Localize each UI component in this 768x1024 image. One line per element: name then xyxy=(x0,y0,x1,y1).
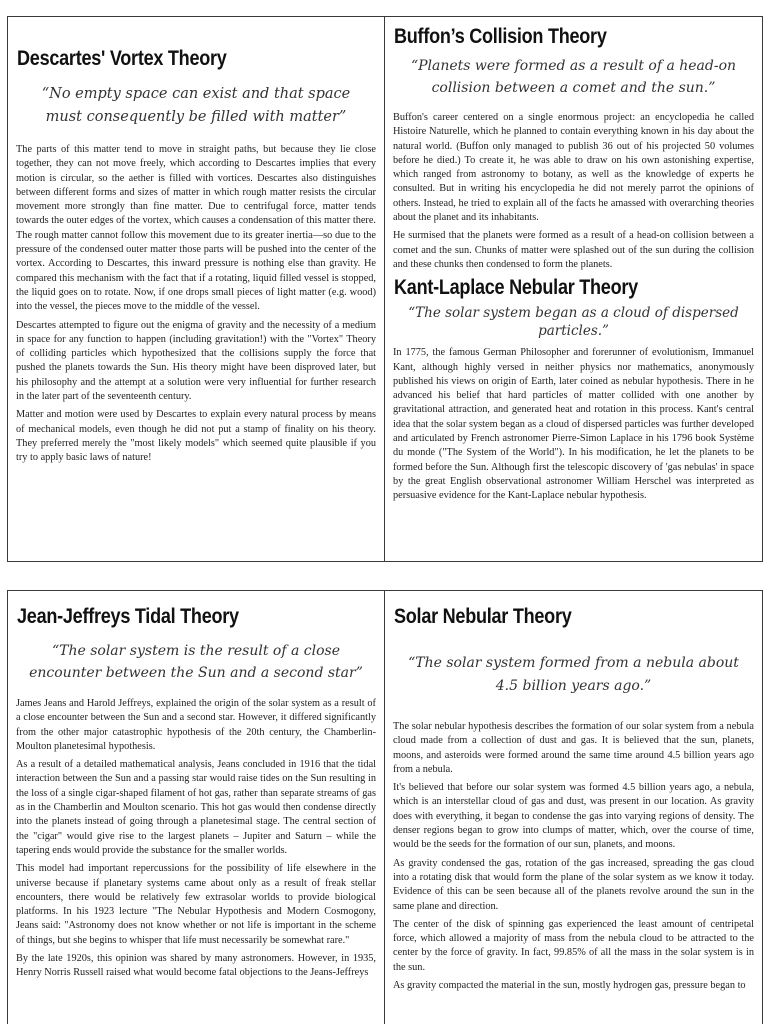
jean-title: Jean-Jeffreys Tidal Theory xyxy=(17,605,239,628)
solar-quote: “The solar system formed from a nebula about 4.5 billion years ago.” xyxy=(408,655,739,694)
solar-paragraph-5: As gravity compacted the material in the sun, mostly hydrogen gas, pressure began to xyxy=(393,980,746,992)
buffon-kant-card xyxy=(384,16,763,562)
kant-title: Kant-Laplace Nebular Theory xyxy=(394,276,638,300)
jean-paragraph-4: By the late 1920s, this opinion was shared by many astronomers. However, in 1935, Henry Norris Russell raised what would become fatal objections to the Jeans-Jeffreys xyxy=(16,953,376,979)
solar-title: Solar Nebular Theory xyxy=(394,605,572,628)
buffon-paragraph-2: He surmised that the planets were formed as a result of a head-on collision between a comet and the sun. Chunks of matter were splashed out of the sun during the collision and these chunks then condensed to form the planets. xyxy=(393,230,754,270)
buffon-quote: “Planets were formed as a result of a head-on collision between a comet and the sun.” xyxy=(410,58,737,96)
descartes-paragraph-1: The parts of this matter tend to move in straight paths, but because they lie close together, they can not move freely, which according to Descartes implies that every motion is circular, so the aether is filled with vortices. Descartes also distinguishes between different forms and sizes of matter in which rough matter resists the circular movement more strongly than fine matter. Due to centrifugal force, matter tends towards the outer edges of the vortex, which causes a condensation of this matter there. The rough matter cannot follow this movement due to its greater inertia—so due to the pressure of the condensed outer matter those parts will be pushed into the center of the vortex. According to Descartes, this inward pressure is nothing else than gravity. He compared this mechanism with the fact that if a rotating, liquid filled vessel is stopped, the liquid goes on to rotate. Now, if one drops small pieces of light matter (e.g. wood) into the vessel, the pieces move to the middle of the vessel. xyxy=(16,144,376,313)
solar-paragraph-3: As gravity condensed the gas, rotation of the gas increased, spreading the gas cloud into a rotating disk that would form the plane of the solar system as we know it today. Evidence of this can be seen because all of the planets revolve around the sun in the same plane and direction. xyxy=(393,857,754,912)
descartes-card xyxy=(7,16,385,562)
buffon-paragraph-1: Buffon's career centered on a single enormous project: an encyclopedia he called Histoire Naturelle, which he planned to contain everything known in his day about the natural world. (Buffon only managed to publish 36 out of his projected 50 volumes before he died.) To create it, he was able to draw on his own astonishing expertise, which ranged from astronomy to botany, as well as the knowledge of experts he consulted. But in writing his encyclopedia he did not merely parrot the opinions of others. Instead, he tried to explain all of the facts he amassed with overarching theories about the planet and its inhabitants. xyxy=(393,112,754,224)
kant-quote: “The solar system began as a cloud of dispersed particles.” xyxy=(408,305,739,340)
solar-paragraph-4: The center of the disk of spinning gas experienced the least amount of centripetal force, which allowed a majority of mass from the nebula cloud to be attracted to the center by the force of gravity. In fact, 99.85% of all the mass in the solar system is in the sun. xyxy=(393,918,754,973)
kant-paragraph-1: In 1775, the famous German Philosopher and forerunner of evolutionism, Immanuel Kant, although highly versed in neither physics nor mathematics, anonymously published his views on origin of Earth, later coined as nebular hypothesis. There in he advanced his belief that hard particles of matter collided with one another by gravitational attraction, and generated heat and rotation in this process. Kant's central idea that the solar system began as a cloud of dispersed particles was further developed and articulated by French astronomer Pierre-Simon Laplace in his 1796 book Système du monde ("The System of the World"). In his modification, he let the planets to be formed before the Sun. Although first the telescopic discovery of 'gas nebulas' in space by the great English observational astronomer William Herschel was interpreted as persuasive evidence for the Kant-Laplace nebular hypothesis. xyxy=(393,347,754,502)
buffon-body xyxy=(393,111,754,272)
jean-paragraph-1: James Jeans and Harold Jeffreys, explained the origin of the solar system as a result of a close encounter between the Sun and a second star. However, it differed significantly from the other major catastrophic hypothesis of the 20th century, the Chamberlin-Moulton planetesimal hypothesis. xyxy=(16,698,376,752)
kant-body xyxy=(393,346,754,503)
jean-body xyxy=(16,697,376,981)
jean-paragraph-3: This model had important repercussions for the possibility of life elsewhere in the universe because if planetary systems came about only as a result of freak stellar encounters, there would be relatively few extrasolar worlds to provide biological platforms. In his 1923 lecture "The Nebular Hypothesis and Modern Cosmogony, Jeans said: "Astronomy does not know whether or not life is important in the scheme of things, but she begins to whisper that life must necessarily be somewhat rare." xyxy=(16,863,376,946)
descartes-quote: “No empty space can exist and that space must consequently be filled with matter” xyxy=(41,86,351,125)
jean-paragraph-2: As a result of a detailed mathematical analysis, Jeans concluded in 1916 that the tidal interaction between the Sun and a passing star would raise tides on the Sun resulting in the loss of a single cigar-shaped filament of hot gas, rather than separate streams of gas as in the Chamberlin and Moulton scenario. This hot gas would then condense directly into the planets instead of going through a planetesimal stage. The central section of the "cigar" would give rise to the largest planets – Jupiter and Saturn – while the tapering ends would provide the substance for the smaller worlds. xyxy=(16,759,376,856)
buffon-title: Buffon’s Collision Theory xyxy=(394,25,607,48)
solar-paragraph-1: The solar nebular hypothesis describes the formation of our solar system from a nebula cloud made from a collection of dust and gas. It is believed that the sun, planets, moons, and asteroids were formed around the same time around 4.5 billion years ago from a nebula. xyxy=(393,721,754,775)
solar-paragraph-2: It's believed that before our solar system was formed 4.5 billion years ago, a nebula, which is an interstellar cloud of gas and dust, was present in our location. As gravity does with everything, it began to condense the gas into varying regions of density. The denser regions began to grow into clumps of matter, which, over the course of time, would be the seeds for the formation of our sun, planets, and moons. xyxy=(393,782,754,851)
jean-quote: “The solar system is the result of a close encounter between the Sun and a second star” xyxy=(29,643,363,681)
descartes-paragraph-3: Matter and motion were used by Descartes to explain every natural process by means of mechanical models, even though he did not put a stamp of finality on his theory. They preferred merely the "most likely models" which seemed quite plausible if you try to apply basic laws of nature! xyxy=(16,409,376,464)
solar-nebular-card xyxy=(384,590,763,1024)
solar-body xyxy=(393,720,754,993)
descartes-body xyxy=(16,143,376,466)
descartes-title: Descartes' Vortex Theory xyxy=(17,47,227,70)
descartes-paragraph-2: Descartes attempted to figure out the enigma of gravity and the necessity of a medium in space for any function to happen (including gravitation!) with the "Vortex" Theory of colliding particles which hypothesized that the collisions supply the force that pushed the planets towards the Sun. His theory might have been disproved later, but his philosophy and the attempt at a solution were very influential for further research in the later part of the seventeenth century. xyxy=(16,319,376,403)
jean-jeffreys-card xyxy=(7,590,385,1024)
